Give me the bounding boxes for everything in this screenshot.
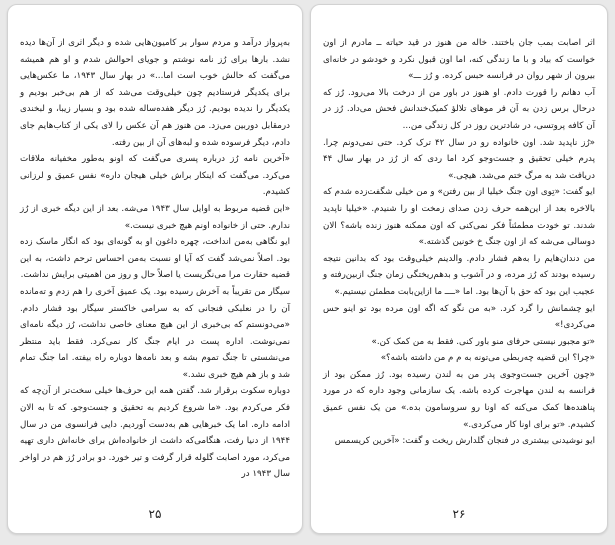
paragraph: «این قضیه مربوط به اوایل سال ۱۹۴۳ می‌شه. بعد از این دیگه خبری از رُز ندارم. حتی از خانواده اونم هیچ خبری نیست.»	[20, 203, 291, 231]
paragraph: من دندان‌هایم را به‌هم فشار دادم. والدینم خیلی‌وقت بود که بدانین نتیجه رسیده بودند که رُز مرده، و در آشوب و بدهم‌ریختگی زمان جنگ ازبین‌رفته و عجیب این بود که حق با آن‌ها بود. اما «ــــ ما ازاین‌بابت مطمئن نیستیم.»	[323, 253, 595, 297]
paragraph: دوباره سکوت برقرار شد. گفتن همه این حرف‌ها خیلی سخت‌تر از آن‌چه که فکر می‌کردم بود. «ما شروع کردیم به تحقیق و جست‌وجو. که تا به الان ادامه داره. اما یک خبرهایی هم به‌دست آوردیم. دایی فرانسوی من در سال ۱۹۴۴ از دنیا رفت، هنگامی‌که داشت از خانواده‌اش برای خانه‌اش داری تهیه می‌کرد، مورد اصابت گلوله قرار گرفت و تیر خورد. دو برادر رُز هم در اواخر سال ۱۹۴۳ در	[20, 386, 290, 480]
paragraph: «رُز ناپدید شد. اون خانواده رو در سال ۴۲ ترک کرد. حتی نمی‌دونم چرا. پدرم خیلی تحقیق و جست‌وجو کرد اما ردی که از رُز در بهار سال ۴۴ دریافت شد به مرگ ختم می‌شد. هیچی.»	[323, 137, 595, 181]
paragraph: ایو گفت: «تِوی اون جنگ خیلیا از بین رفتن» و من خیلی شگفت‌زده شدم که بالاخره بعد از این‌همه حرف زدن صدای زمخت او را شنیدم. «خیلیا ناپدید شدند. تو خودت مطمئناً فکر نمی‌کنی که اون ممکنه هنوز زنده باشه؟ الان دوسالی می‌شه که از اون جنگ خ خونین گذشته.»	[323, 187, 595, 248]
paragraph: آب دهانم را قورت دادم. او هنوز در باور من از درخت بالا می‌رود. رُز که درحال برس زدن به آن فر موهای تلالؤ کمیک‌خندانش فحش می‌داد. رُز در آن کافه پروتسی، در شادترین روز در کل زندگی من...	[323, 87, 595, 131]
paragraph: «چون آخرین جست‌وجوی پدر من به لندن رسیده بود. رُز ممکن بود از فرانسه به لندن مهاجرت کرده باشه. یک سازمانی وجود داره که در مورد پناهنده‌ها کمک می‌کنه که اونا رو سروسامون بده.» من یک نفس عمیق کشیدم. «تو برای اونا کار می‌کردی.»	[323, 369, 595, 430]
paragraph: ایو چشمانش را گرد کرد. «به من نگو که اگه اون مرده بود تو اینو حس می‌کردی!»	[323, 303, 595, 331]
page-number: ۲۵	[148, 507, 162, 521]
paragraph: ایو نگاهی به‌من انداخت، چهره داغون او به گونه‌ای بود که انگار ماسک زده بود. اصلاً نمی‌شد گفت که آیا او نسبت به‌من احساس ترحم داشت، به این قضیه حقارت مرا می‌نگریست یا اصلاً حال و روز من اهمیتی برایش نداشت.	[20, 237, 290, 281]
right-page	[310, 4, 608, 534]
paragraph: «تو مجبور نیستی حرفای منو باور کنی. فقط به من کمک کن.»	[371, 336, 595, 347]
left-page-text	[20, 35, 290, 483]
paragraph: سیگار من تقریباً به آخرش رسیده بود. یک عمیق آخری را هم زدم و ته‌مانده آن را در نعلبکی فنجانی که به سرامی خاکستر سیگار بود فشار دادم. «می‌دونستم که بی‌خبری از این هیچ معنای خاصی نداشت، رُز دیگه نامه‌ای نمی‌نوشت. اداره پست در ایام جنگ کار نمی‌کرد. فقط باید منتظر می‌نشستی تا جنگ تموم بشه و بعد نامه‌ها دوباره راه بیفته. اما جنگ تمام شد و باز هم هیچ خبری نشد.»	[20, 286, 290, 380]
paragraph: ایو نوشیدنی بیشتری در فنجان گلدارش ریخت و گفت: «آخرین کریسمس	[334, 436, 595, 447]
paragraph: به‌پرواز درآمد و مردم سوار بر کامیون‌هایی شده و دیگر اثری از آن‌ها دیده نشد. بارها برای رُز نامه نوشتم و جویای احوالش شدم و او هم همیشه می‌گفت که حالش خوب است اما...» در بهار سال ۱۹۴۳، ما عکس‌هایی برای یکدیگر فرستادیم چون خیلی‌وقت می‌شد که از هم بی‌خبر بودیم و یکدیگر را ندیده بودیم. رُز دیگر هفده‌ساله شده بود و بسیار زیبا، و لبخندی درمقابل دوربین می‌زد. من هنوز هم آن عکس را لای یکی از کتاب‌هایم جای دادم، دیگر فرسوده شده و لبه‌های آن از بین رفته.	[20, 38, 290, 148]
right-page-text	[323, 35, 595, 450]
left-page	[7, 4, 303, 534]
paragraph: «آخرین نامه رُز درباره پسری می‌گفت که اونو به‌طور مخفیانه ملاقات می‌کرد. می‌گفت که اینکار براش خیلی هیجان داره» نفس عمیق و لرزانی کشیدم.	[20, 154, 290, 198]
paragraph: اثر اصابت بمب جان باختند. خاله من هنوز در قید حیاته ــ مادرم از اون خواست که بیاد و با ما زندگی کنه، اما اون قبول نکرد و خودشو در خانه‌ای بیرون از شهر روان در فرانسه حبس کرده. و رُز ـــ»	[323, 38, 595, 82]
paragraph: «چرا؟ این قضیه چه‌ربطی می‌تونه به م م من داشته باشه؟»	[380, 353, 595, 364]
page-number: ۲۶	[452, 507, 466, 521]
